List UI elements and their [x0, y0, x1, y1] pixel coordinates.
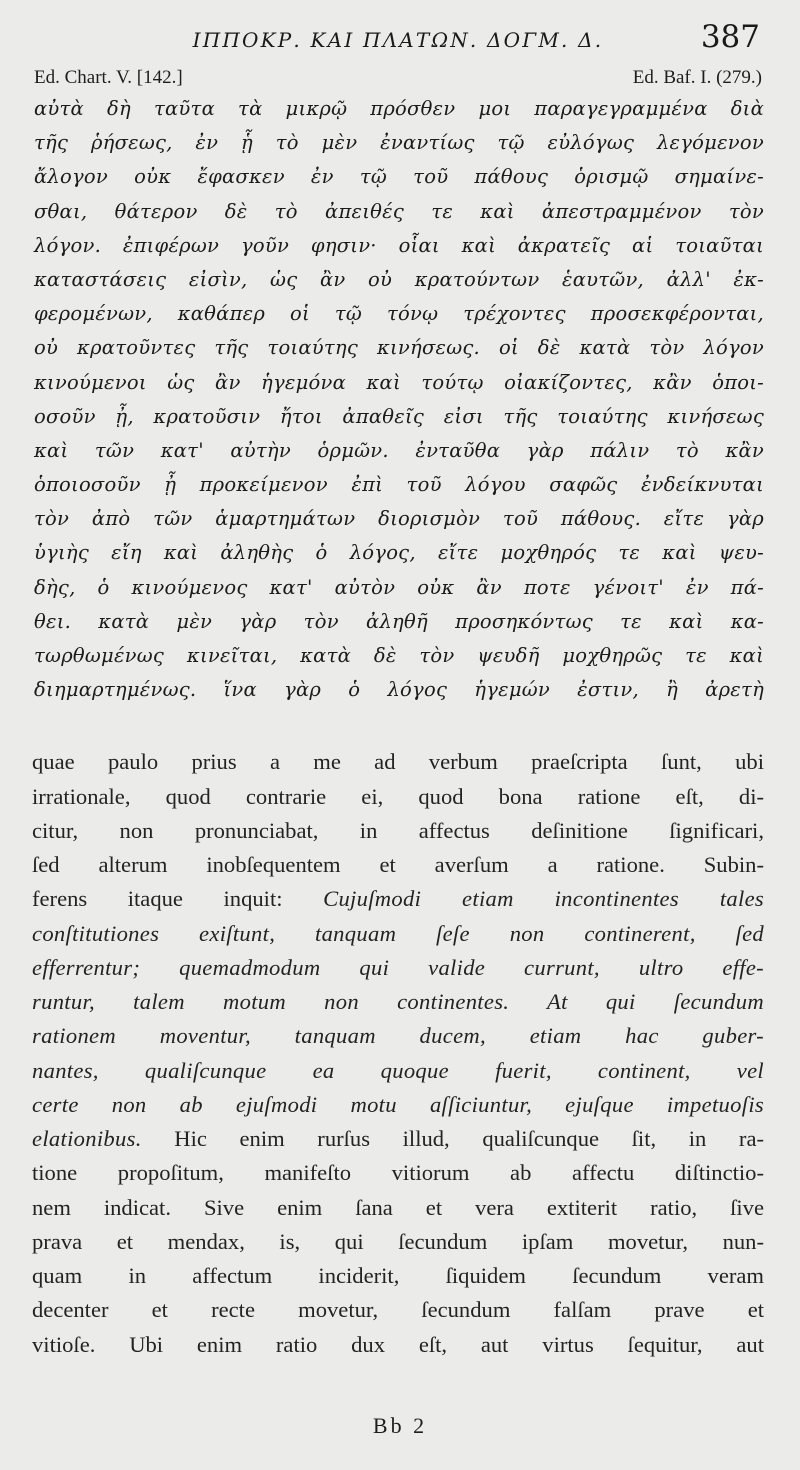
latin-quoted-segment: efferrentur; quemadmodum qui valide currunt, ultro effe-	[32, 954, 764, 980]
greek-text-line: ἄλογον οὐκ ἔφασκεν ἐν τῷ τοῦ πάθους ὁρισμῷ σημαίνε-	[34, 165, 764, 189]
latin-quoted-segment: runtur, talem motum non continentes. At qui ſecundum	[32, 989, 764, 1015]
edition-references	[32, 64, 764, 92]
latin-quoted-segment: certe non ab ejuſmodi motu aſſiciuntur, ejuſque impetuoſis	[32, 1091, 764, 1117]
latin-text-line	[32, 1259, 764, 1293]
greek-text-line: τωρθωμένως κινεῖται, κατὰ δὲ τὸν ψευδῆ μοχθηρῶς τε καὶ	[34, 644, 764, 667]
latin-segment: citur, non pronunciabat, in affectus deſinitione ſignificari,	[32, 817, 764, 843]
latin-segment: Hic enim rurſus illud, qualiſcunque ſit, in ra-	[141, 1126, 764, 1152]
latin-text-line	[32, 1225, 764, 1259]
latin-segment: quae paulo prius a me ad verbum praeſcripta ſunt, ubi	[32, 749, 764, 775]
latin-text-line	[32, 1054, 764, 1088]
latin-translation-block	[32, 745, 764, 1362]
latin-text-line	[32, 745, 764, 779]
latin-segment: tione propoſitum, manifeſto vitiorum ab affectu diſtinctio-	[32, 1160, 764, 1186]
page-number: 387	[700, 19, 760, 55]
latin-quoted-segment: Cujuſmodi etiam incontinentes tales	[323, 886, 764, 912]
latin-quoted-segment: elationibus.	[32, 1126, 142, 1152]
latin-quoted-segment: rationem moventur, tanquam ducem, etiam hac guber-	[32, 1023, 764, 1049]
running-title: ΙΠΠΟΚΡ. ΚΑΙ ΠΛΑΤΩΝ. ΔΟΓΜ. Δ.	[192, 28, 604, 52]
latin-quoted-segment: conſtitutiones exiſtunt, tanquam ſeſe non continerent, ſed	[32, 920, 764, 946]
latin-text-line	[32, 1191, 764, 1225]
greek-text-line: οὐ κρατοῦντες τῆς τοιαύτης κινήσεως. οἱ δὲ κατὰ τὸν λόγον	[34, 336, 764, 360]
greek-text-line: καταστάσεις εἰσὶν, ὡς ἂν οὐ κρατούντων ἑαυτῶν, ἀλλ' ἐκ-	[34, 267, 764, 291]
latin-segment: prava et mendax, is, qui ſecundum ipſam movetur, nun-	[32, 1228, 764, 1254]
greek-text-line: λόγον. ἐπιφέρων γοῦν φησιν· οἷαι καὶ ἀκρατεῖς αἱ τοιαῦται	[34, 233, 764, 257]
latin-text-line	[32, 1088, 764, 1122]
latin-quoted-segment: nantes, qualiſcunque ea quoque fuerit, continent, vel	[32, 1057, 764, 1083]
latin-text-line	[32, 814, 764, 848]
greek-text-line: σθαι, θάτερον δὲ τὸ ἀπειθές τε καὶ ἀπεστραμμένον τὸν	[34, 199, 764, 223]
greek-text-line: οσοῦν ᾖ, κρατοῦσιν ἤτοι ἀπαθεῖς εἰσι τῆς τοιαύτης κινήσεως	[34, 404, 764, 428]
latin-text-line	[32, 951, 764, 985]
latin-text-line	[32, 848, 764, 882]
latin-text-line	[32, 917, 764, 951]
edition-ref-basel: Ed. Baf. I. (279.)	[632, 67, 762, 88]
latin-text-line	[32, 1122, 764, 1156]
latin-segment: ſed alterum inobſequentem et averſum a ratione. Subin-	[32, 852, 764, 878]
signature-mark: Bb 2	[372, 1413, 428, 1438]
latin-text-line	[32, 1293, 764, 1327]
edition-ref-chartier: Ed. Chart. V. [142.]	[34, 67, 183, 88]
latin-segment: irrationale, quod contrarie ei, quod bona ratione eſt, di-	[32, 783, 764, 809]
greek-text-line: αὐτὰ δὴ ταῦτα τὰ μικρῷ πρόσθεν μοι παραγεγραμμένα διὰ	[34, 97, 764, 120]
latin-text-line	[32, 1019, 764, 1053]
greek-text-line: κινούμενοι ὡς ἂν ἡγεμόνα καὶ τούτῳ οἰακίζοντες, κἂν ὁποι-	[34, 370, 764, 394]
latin-text-line	[32, 1328, 764, 1362]
greek-text-line: τὸν ἀπὸ τῶν ἁμαρτημάτων διορισμὸν τοῦ πάθους. εἴτε γὰρ	[34, 507, 764, 531]
latin-segment: ferens itaque inquit:	[32, 886, 324, 912]
latin-text-line	[32, 985, 764, 1019]
latin-segment: vitioſe. Ubi enim ratio dux eſt, aut virtus ſequitur, aut	[32, 1331, 764, 1357]
greek-text-line: τῆς ῥήσεως, ἐν ᾗ τὸ μὲν ἐναντίως τῷ εὐλόγως λεγόμενον	[34, 131, 764, 155]
greek-text-line: θει. κατὰ μὲν γὰρ τὸν ἀληθῆ προσηκόντως τε καὶ κα-	[34, 609, 764, 633]
latin-text-line	[32, 1156, 764, 1190]
greek-text-block	[32, 92, 764, 707]
latin-segment: quam in affectum inciderit, ſiquidem ſecundum veram	[32, 1263, 764, 1289]
latin-text-line	[32, 780, 764, 814]
latin-segment: nem indicat. Sive enim ſana et vera extiterit ratio, ſive	[32, 1194, 764, 1220]
greek-text-line: ὑγιὴς εἴη καὶ ἀληθὴς ὁ λόγος, εἴτε μοχθηρός τε καὶ ψευ-	[34, 541, 764, 565]
latin-segment: decenter et recte movetur, ſecundum falſam prave et	[32, 1297, 764, 1323]
greek-text-line: ὁποιοσοῦν ᾖ προκείμενον ἐπὶ τοῦ λόγου σαφῶς ἐνδείκνυται	[34, 473, 764, 497]
greek-text-line: δὴς, ὁ κινούμενος κατ' αὐτὸν οὐκ ἂν ποτε γένοιτ' ἐν πά-	[34, 575, 764, 599]
latin-text-line	[32, 882, 764, 916]
greek-text-line: καὶ τῶν κατ' αὐτὴν ὁρμῶν. ἐνταῦθα γὰρ πάλιν τὸ κἂν	[34, 438, 764, 462]
running-head	[32, 19, 764, 64]
greek-text-line: διημαρτημένως. ἵνα γὰρ ὁ λόγος ἡγεμών ἐστιν, ἢ ἀρετὴ	[34, 678, 764, 702]
greek-text-line: φερομένων, καθάπερ οἱ τῷ τόνῳ τρέχοντες προσεκφέρονται,	[34, 302, 764, 326]
